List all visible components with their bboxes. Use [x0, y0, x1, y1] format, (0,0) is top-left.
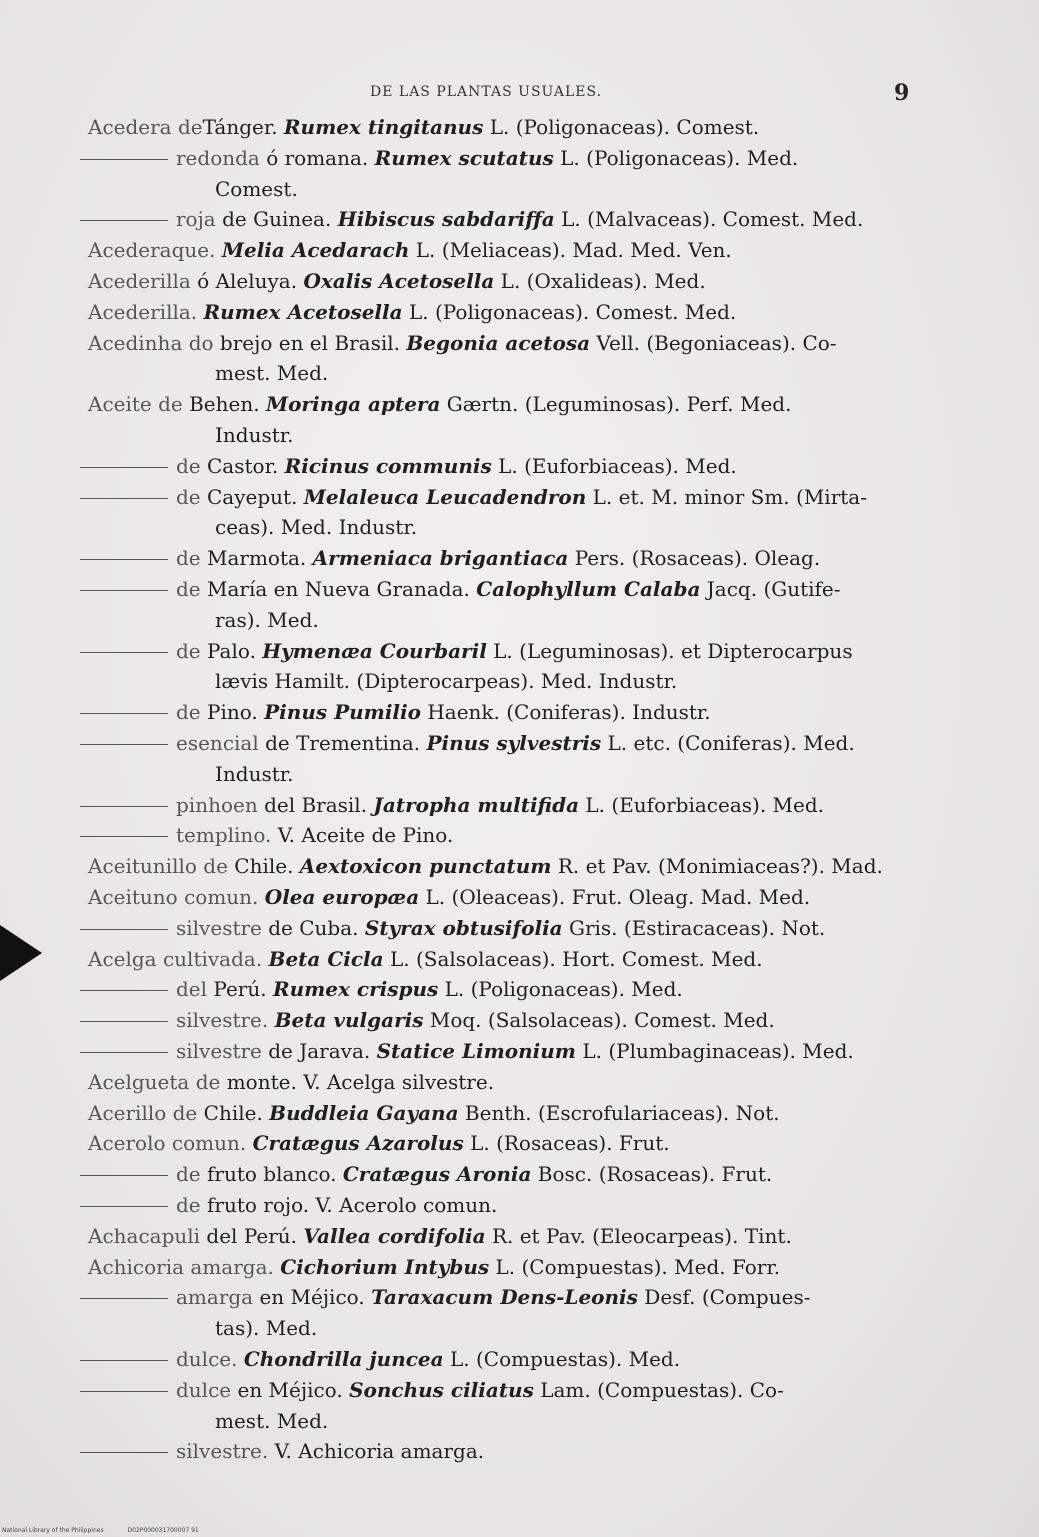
entry-continuation — [215, 174, 298, 205]
entry-lemma: Aceitunillo de — [88, 854, 228, 878]
scientific-name: Buddleia Gayana — [269, 1101, 459, 1125]
entry-continuation — [215, 358, 328, 389]
footer-library: National Library of the Philippines — [2, 1527, 104, 1534]
entry-text: lævis Hamilt. (Dipterocarpeas). Med. Industr. — [215, 669, 678, 693]
entry-lemma: silvestre — [176, 1039, 262, 1063]
ditto-dash — [80, 1391, 168, 1392]
entry-line — [88, 328, 837, 359]
entry-lemma: de — [176, 1162, 201, 1186]
entry-lemma: amarga — [176, 1285, 254, 1309]
entry-lemma: de — [176, 485, 201, 509]
scientific-name: Beta vulgaris — [274, 1008, 424, 1032]
scientific-name: Rumex Acetosella — [203, 300, 403, 324]
scientific-name: Ricinus communis — [284, 454, 492, 478]
ditto-dash — [80, 1298, 168, 1299]
entry-text: ras). Med. — [215, 608, 319, 632]
entry-text: fruto blanco. — [200, 1162, 343, 1186]
entry-text: L. (Salsolaceas). Hort. Comest. Med. — [383, 947, 763, 971]
entry-continuation — [215, 1406, 328, 1437]
entry-lemma: Acedinha do — [88, 331, 214, 355]
ditto-dash — [80, 652, 168, 653]
entry-continuation — [215, 666, 677, 697]
entry-text: mest. Med. — [215, 361, 329, 385]
sub-entry-line — [80, 1282, 810, 1313]
entry-text: fruto rojo. V. Acerolo comun. — [200, 1193, 498, 1217]
footer-code: D02P000031700007 91 — [127, 1527, 199, 1534]
scientific-name: Melaleuca Leucadendron — [303, 485, 587, 509]
entry-lemma: Acerolo comun. — [88, 1131, 247, 1155]
entry-text: Chile. — [197, 1101, 270, 1125]
entry-text: L. (Plumbaginaceas). Med. — [575, 1039, 854, 1063]
entry-text: Gris. (Estiracaceas). Not. — [562, 916, 826, 940]
entry-text: Chile. — [227, 854, 300, 878]
entry-line — [88, 297, 736, 328]
entry-line — [88, 944, 763, 975]
scientific-name: Statice Limonium — [376, 1039, 576, 1063]
entry-lemma: Acelga cultivada. — [88, 947, 263, 971]
sub-entry-line — [80, 1159, 772, 1190]
ditto-dash — [80, 1206, 168, 1207]
scientific-name: Cratægus Aronia — [342, 1162, 532, 1186]
entry-lemma: de — [176, 454, 201, 478]
scientific-name: Begonia acetosa — [406, 331, 591, 355]
ditto-dash — [80, 990, 168, 991]
entry-text: L. (Poligonaceas). Med. — [553, 146, 799, 170]
entry-line — [88, 266, 706, 297]
entry-line — [88, 1221, 792, 1252]
entry-text: Benth. (Escrofulariaceas). Not. — [458, 1101, 780, 1125]
ditto-dash — [80, 713, 168, 714]
ditto-dash — [80, 806, 168, 807]
entry-text: en Méjico. — [231, 1378, 350, 1402]
entry-line — [88, 882, 810, 913]
entry-lemma: Aceituno comun. — [88, 885, 259, 909]
entry-line — [88, 851, 883, 882]
entry-text: Marmota. — [200, 546, 313, 570]
entry-text: L. (Compuestas). Med. — [443, 1347, 681, 1371]
sub-entry-line — [80, 1375, 784, 1406]
scientific-name: Chondrilla juncea — [243, 1347, 444, 1371]
scientific-name: Sonchus ciliatus — [349, 1378, 534, 1402]
entry-continuation — [215, 605, 319, 636]
scientific-name: Jatropha multifida — [373, 793, 580, 817]
entry-lemma: Achacapuli — [88, 1224, 201, 1248]
entry-text: brejo en el Brasil. — [213, 331, 407, 355]
entry-text: Industr. — [215, 762, 294, 786]
scientific-name: Hibiscus sabdariffa — [337, 207, 555, 231]
footer — [2, 1527, 199, 1534]
sub-entry-line — [80, 143, 798, 174]
scientific-name: Olea europæa — [264, 885, 420, 909]
entry-line — [88, 1067, 494, 1098]
ditto-dash — [80, 1360, 168, 1361]
entry-text: Pino. — [200, 700, 265, 724]
entry-text: de Trementina. — [258, 731, 427, 755]
entry-text: L. (Meliaceas). Mad. Med. Ven. — [409, 238, 732, 262]
entry-text: L. (Poligonaceas). Comest. Med. — [402, 300, 737, 324]
entry-text: Vell. (Begoniaceas). Co- — [590, 331, 837, 355]
entry-lemma: dulce. — [176, 1347, 238, 1371]
entry-text: Comest. — [215, 177, 298, 201]
sub-entry-line — [80, 451, 737, 482]
entry-lemma: Aceite de — [88, 392, 183, 416]
scientific-name: Melia Acedarach — [221, 238, 410, 262]
ditto-dash — [80, 590, 168, 591]
sub-entry-line — [80, 913, 825, 944]
entry-text: de Cuba. — [261, 916, 365, 940]
ditto-dash — [80, 744, 168, 745]
entry-text: ó Aleluya. — [190, 269, 304, 293]
entry-lemma: Acerillo de — [88, 1101, 198, 1125]
entry-text: en Méjico. — [253, 1285, 372, 1309]
scientific-name: Rumex tingitanus — [283, 115, 484, 139]
entry-lemma: Acederilla. — [88, 300, 198, 324]
entry-lemma: roja — [176, 207, 216, 231]
page-header — [0, 80, 1039, 108]
entry-text: Cayeput. — [200, 485, 304, 509]
ditto-dash — [80, 559, 168, 560]
entry-text: del Brasil. — [257, 793, 374, 817]
entry-text: L. (Euforbiaceas). Med. — [579, 793, 825, 817]
scientific-name: Cichorium Intybus — [280, 1255, 490, 1279]
scientific-name: Armeniaca brigantiaca — [312, 546, 569, 570]
entry-text: L. (Oxalideas). Med. — [494, 269, 706, 293]
entry-text: Moq. (Salsolaceas). Comest. Med. — [423, 1008, 775, 1032]
sub-entry-line — [80, 482, 867, 513]
entry-text: L. (Rosaceas). Frut. — [463, 1131, 670, 1155]
entry-lemma: dulce — [176, 1378, 232, 1402]
entry-lemma: Acederaque. — [88, 238, 216, 262]
entry-text: L. (Compuestas). Med. Forr. — [489, 1255, 781, 1279]
entry-line — [88, 112, 759, 143]
entry-text: Haenk. (Coniferas). Industr. — [420, 700, 711, 724]
entry-lemma: redonda — [176, 146, 260, 170]
entry-lemma: pinhoen — [176, 793, 258, 817]
scientific-name: Beta Cicla — [268, 947, 384, 971]
sub-entry-line — [80, 574, 841, 605]
ditto-dash — [80, 836, 168, 837]
entry-continuation — [215, 420, 294, 451]
entry-continuation — [215, 759, 294, 790]
ditto-dash — [80, 929, 168, 930]
entry-text: Behen. — [182, 392, 266, 416]
scientific-name: Calophyllum Calaba — [476, 577, 701, 601]
entry-text: Castor. — [200, 454, 285, 478]
entry-lemma: de — [176, 639, 201, 663]
scientific-name: Hymenæa Courbaril — [262, 639, 487, 663]
sub-entry-line — [80, 1344, 680, 1375]
scientific-name: Oxalis Acetosella — [303, 269, 495, 293]
entry-lemma: Acelgueta de — [88, 1070, 221, 1094]
entry-text: Jacq. (Gutife- — [700, 577, 841, 601]
ditto-dash — [80, 220, 168, 221]
entry-text: monte. V. Acelga silvestre. — [220, 1070, 495, 1094]
ditto-dash — [80, 467, 168, 468]
entry-lemma: silvestre. — [176, 1008, 269, 1032]
sub-entry-line — [80, 636, 853, 667]
scientific-name: Aextoxicon punctatum — [299, 854, 552, 878]
entry-lemma: silvestre — [176, 916, 262, 940]
entry-lemma: de — [176, 577, 201, 601]
entry-text: Palo. — [200, 639, 263, 663]
entry-lemma: de — [176, 700, 201, 724]
entry-text: Gærtn. (Leguminosas). Perf. Med. — [440, 392, 792, 416]
entry-text: Lam. (Compuestas). Co- — [533, 1378, 784, 1402]
entry-lemma: silvestre. — [176, 1439, 269, 1463]
scientific-name: Cratægus Azarolus — [252, 1131, 464, 1155]
sub-entry-line — [80, 204, 863, 235]
sub-entry-line — [80, 728, 855, 759]
entry-text: V. Aceite de Pino. — [271, 823, 454, 847]
entry-text: Desf. (Compues- — [637, 1285, 811, 1309]
sub-entry-line — [80, 697, 711, 728]
ditto-dash — [80, 498, 168, 499]
entry-lemma: templino. — [176, 823, 272, 847]
entry-continuation — [215, 1313, 317, 1344]
sub-entry-line — [80, 1436, 484, 1467]
entry-text: R. et Pav. (Eleocarpeas). Tint. — [485, 1224, 792, 1248]
scientific-name: Vallea cordifolia — [303, 1224, 486, 1248]
entry-lemma: de — [176, 546, 201, 570]
entry-text: María en Nueva Granada. — [200, 577, 477, 601]
entry-text: de Jarava. — [261, 1039, 377, 1063]
page-edge-shadow — [0, 925, 42, 981]
entry-text: L. (Euforbiaceas). Med. — [491, 454, 737, 478]
entry-text: L. etc. (Coniferas). Med. — [601, 731, 855, 755]
sub-entry-line — [80, 974, 683, 1005]
entry-text: ó romana. — [259, 146, 375, 170]
ditto-dash — [80, 1452, 168, 1453]
entry-text: ceas). Med. Industr. — [215, 515, 418, 539]
entry-text: L. (Malvaceas). Comest. Med. — [554, 207, 864, 231]
entry-text: Perú. — [207, 977, 273, 1001]
entry-lemma: esencial — [176, 731, 259, 755]
sub-entry-line — [80, 820, 453, 851]
sub-entry-line — [80, 1005, 775, 1036]
entry-text: V. Achicoria amarga. — [268, 1439, 485, 1463]
entry-line — [88, 1128, 670, 1159]
entry-text: L. (Oleaceas). Frut. Oleag. Mad. Med. — [419, 885, 811, 909]
entry-text: Industr. — [215, 423, 294, 447]
running-head: DE LAS PLANTAS USUALES. — [370, 84, 603, 100]
sub-entry-line — [80, 1036, 854, 1067]
entry-line — [88, 235, 732, 266]
entry-text: tas). Med. — [215, 1316, 318, 1340]
ditto-dash — [80, 159, 168, 160]
scientific-name: Taraxacum Dens-Leonis — [371, 1285, 638, 1309]
sub-entry-line — [80, 1190, 497, 1221]
scientific-name: Pinus Pumilio — [264, 700, 421, 724]
page-number: 9 — [894, 80, 910, 106]
entry-text: L. (Poligonaceas). Comest. — [483, 115, 760, 139]
entry-line — [88, 1098, 780, 1129]
scientific-name: Rumex crispus — [272, 977, 439, 1001]
entry-continuation — [215, 512, 417, 543]
entry-text: R. et Pav. (Monimiaceas?). Mad. — [551, 854, 883, 878]
scientific-name: Pinus sylvestris — [426, 731, 602, 755]
scientific-name: Moringa aptera — [265, 392, 441, 416]
ditto-dash — [80, 1052, 168, 1053]
entry-lemma: de — [176, 1193, 201, 1217]
entry-line — [88, 389, 791, 420]
entry-text: L. et. M. minor Sm. (Mirta- — [586, 485, 867, 509]
entry-text: Bosc. (Rosaceas). Frut. — [531, 1162, 773, 1186]
sub-entry-line — [80, 543, 820, 574]
entry-line — [88, 1252, 780, 1283]
ditto-dash — [80, 1021, 168, 1022]
scientific-name: Rumex scutatus — [374, 146, 554, 170]
entry-lemma: Acederilla — [88, 269, 191, 293]
entry-lemma: Acedera de — [88, 115, 203, 139]
entry-text: L. (Leguminosas). et Dipterocarpus — [486, 639, 853, 663]
entry-lemma: Achicoria amarga. — [88, 1255, 274, 1279]
scientific-name: Styrax obtusifolia — [364, 916, 563, 940]
entry-text: del Perú. — [200, 1224, 304, 1248]
entry-text: Pers. (Rosaceas). Oleag. — [568, 546, 821, 570]
sub-entry-line — [80, 790, 824, 821]
entry-lemma: del — [176, 977, 208, 1001]
ditto-dash — [80, 1175, 168, 1176]
entry-text: L. (Poligonaceas). Med. — [438, 977, 683, 1001]
entry-text: Tánger. — [202, 115, 284, 139]
entry-text: mest. Med. — [215, 1409, 329, 1433]
entry-text: de Guinea. — [215, 207, 338, 231]
